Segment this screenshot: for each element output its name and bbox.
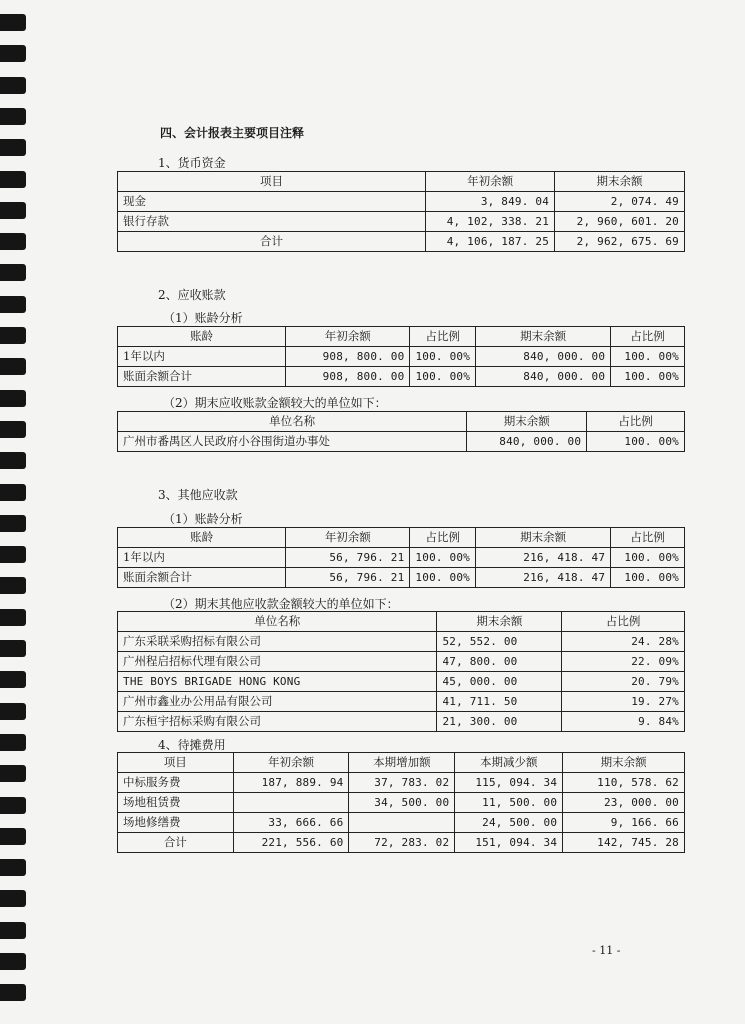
binding-ring	[0, 14, 26, 31]
table-row	[118, 712, 685, 732]
value-cell: 100. 00%	[410, 568, 476, 588]
header-cell: 本期减少额	[455, 753, 563, 773]
row-label: 场地修缮费	[118, 813, 234, 833]
value-cell: 11, 500. 00	[455, 793, 563, 813]
binding-ring	[0, 953, 26, 970]
value-cell: 4, 102, 338. 21	[426, 212, 555, 232]
table-header-row	[118, 612, 685, 632]
table-row	[118, 632, 685, 652]
value-cell: 2, 962, 675. 69	[555, 232, 685, 252]
table-row	[118, 548, 685, 568]
binding-ring	[0, 202, 26, 219]
table-header-row	[118, 753, 685, 773]
binding-ring	[0, 171, 26, 188]
other-receivables-top-table	[117, 611, 685, 732]
header-cell: 单位名称	[118, 612, 437, 632]
value-cell: 56, 796. 21	[286, 548, 410, 568]
row-label: 1年以内	[118, 347, 286, 367]
table-total-row	[118, 232, 685, 252]
other-receivables-heading: 3、其他应收款	[158, 488, 238, 502]
value-cell: 45, 000. 00	[437, 672, 562, 692]
value-cell: 840, 000. 00	[476, 367, 611, 387]
other-receivables-top-heading: （2）期末其他应收款金额较大的单位如下：	[163, 597, 399, 611]
binding-ring	[0, 515, 26, 532]
table-row	[118, 773, 685, 793]
header-cell: 占比例	[611, 327, 685, 347]
binding-ring	[0, 609, 26, 626]
value-cell: 2, 960, 601. 20	[555, 212, 685, 232]
page-number: - 11 -	[592, 944, 621, 957]
binding-ring	[0, 984, 26, 1001]
binding-ring	[0, 421, 26, 438]
value-cell: 9. 84%	[562, 712, 685, 732]
binding-ring	[0, 484, 26, 501]
value-cell: 100. 00%	[587, 432, 685, 452]
row-label: 账面余额合计	[118, 568, 286, 588]
value-cell: 115, 094. 34	[455, 773, 563, 793]
row-label: 银行存款	[118, 212, 426, 232]
row-label: 广东桓宇招标采购有限公司	[118, 712, 437, 732]
binding-ring	[0, 452, 26, 469]
value-cell: 840, 000. 00	[476, 347, 611, 367]
value-cell: 216, 418. 47	[476, 548, 611, 568]
value-cell: 187, 889. 94	[233, 773, 349, 793]
row-label: 中标服务费	[118, 773, 234, 793]
value-cell: 52, 552. 00	[437, 632, 562, 652]
binding-ring	[0, 233, 26, 250]
prepaid-table	[117, 752, 685, 853]
header-cell: 占比例	[562, 612, 685, 632]
value-cell: 100. 00%	[410, 347, 476, 367]
other-receivables-aging-table	[117, 527, 685, 588]
row-label: 场地租赁费	[118, 793, 234, 813]
value-cell: 21, 300. 00	[437, 712, 562, 732]
report-page	[40, 0, 745, 1024]
binding-ring	[0, 671, 26, 688]
row-label: 广州程启招标代理有限公司	[118, 652, 437, 672]
value-cell: 24. 28%	[562, 632, 685, 652]
row-label: 广州市鑫业办公用品有限公司	[118, 692, 437, 712]
value-cell	[349, 813, 455, 833]
value-cell: 20. 79%	[562, 672, 685, 692]
header-cell: 期末余额	[476, 528, 611, 548]
header-cell: 年初余额	[233, 753, 349, 773]
binding-ring	[0, 264, 26, 281]
binding-ring	[0, 890, 26, 907]
value-cell: 151, 094. 34	[455, 833, 563, 853]
value-cell: 908, 800. 00	[286, 367, 410, 387]
value-cell: 2, 074. 49	[555, 192, 685, 212]
binding-ring	[0, 703, 26, 720]
table-row	[118, 652, 685, 672]
header-cell: 账龄	[118, 528, 286, 548]
value-cell: 23, 000. 00	[563, 793, 685, 813]
table-row	[118, 212, 685, 232]
section-title: 四、会计报表主要项目注释	[160, 126, 305, 140]
value-cell: 840, 000. 00	[467, 432, 587, 452]
table-row	[118, 813, 685, 833]
row-label: 账面余额合计	[118, 367, 286, 387]
binding-ring	[0, 358, 26, 375]
header-cell: 期末余额	[467, 412, 587, 432]
header-cell: 账龄	[118, 327, 286, 347]
value-cell: 100. 00%	[611, 347, 685, 367]
row-label: 合计	[118, 232, 426, 252]
table-row	[118, 692, 685, 712]
value-cell: 908, 800. 00	[286, 347, 410, 367]
binding-ring	[0, 108, 26, 125]
binding-ring	[0, 139, 26, 156]
row-label: 1年以内	[118, 548, 286, 568]
header-cell: 占比例	[611, 528, 685, 548]
table-header-row	[118, 172, 685, 192]
value-cell: 19. 27%	[562, 692, 685, 712]
value-cell: 100. 00%	[611, 568, 685, 588]
header-cell: 占比例	[410, 528, 476, 548]
value-cell: 56, 796. 21	[286, 568, 410, 588]
other-receivables-aging-heading: （1）账龄分析	[163, 512, 243, 526]
binding-ring	[0, 546, 26, 563]
table-header-row	[118, 528, 685, 548]
header-cell: 项目	[118, 172, 426, 192]
table-total-row	[118, 367, 685, 387]
value-cell: 9, 166. 66	[563, 813, 685, 833]
header-cell: 期末余额	[437, 612, 562, 632]
receivables-top-table	[117, 411, 685, 452]
value-cell: 33, 666. 66	[233, 813, 349, 833]
table-row	[118, 347, 685, 367]
binding-ring	[0, 327, 26, 344]
receivables-aging-heading: （1）账龄分析	[163, 311, 243, 325]
cash-heading: 1、货币资金	[158, 156, 226, 170]
table-row	[118, 672, 685, 692]
table-total-row	[118, 833, 685, 853]
cash-table	[117, 171, 685, 252]
table-header-row	[118, 412, 685, 432]
value-cell: 4, 106, 187. 25	[426, 232, 555, 252]
table-header-row	[118, 327, 685, 347]
header-cell: 占比例	[410, 327, 476, 347]
header-cell: 年初余额	[426, 172, 555, 192]
binding-ring	[0, 577, 26, 594]
value-cell	[233, 793, 349, 813]
table-total-row	[118, 568, 685, 588]
header-cell: 本期增加额	[349, 753, 455, 773]
row-label: 合计	[118, 833, 234, 853]
value-cell: 47, 800. 00	[437, 652, 562, 672]
value-cell: 100. 00%	[611, 548, 685, 568]
table-row	[118, 192, 685, 212]
row-label: 广东采联采购招标有限公司	[118, 632, 437, 652]
header-cell: 单位名称	[118, 412, 467, 432]
value-cell: 100. 00%	[410, 367, 476, 387]
row-label: 广州市番禺区人民政府小谷围街道办事处	[118, 432, 467, 452]
value-cell: 142, 745. 28	[563, 833, 685, 853]
binding-ring	[0, 922, 26, 939]
header-cell: 占比例	[587, 412, 685, 432]
value-cell: 110, 578. 62	[563, 773, 685, 793]
header-cell: 期末余额	[563, 753, 685, 773]
prepaid-heading: 4、待摊费用	[158, 738, 226, 752]
value-cell: 37, 783. 02	[349, 773, 455, 793]
binding-ring	[0, 859, 26, 876]
binding-rings	[0, 0, 30, 1024]
row-label: 现金	[118, 192, 426, 212]
header-cell: 年初余额	[286, 528, 410, 548]
value-cell: 24, 500. 00	[455, 813, 563, 833]
value-cell: 22. 09%	[562, 652, 685, 672]
value-cell: 221, 556. 60	[233, 833, 349, 853]
binding-ring	[0, 828, 26, 845]
value-cell: 216, 418. 47	[476, 568, 611, 588]
binding-ring	[0, 45, 26, 62]
receivables-top-heading: （2）期末应收账款金额较大的单位如下：	[163, 396, 387, 410]
header-cell: 年初余额	[286, 327, 410, 347]
header-cell: 期末余额	[555, 172, 685, 192]
row-label: THE BOYS BRIGADE HONG KONG	[118, 672, 437, 692]
binding-ring	[0, 296, 26, 313]
binding-ring	[0, 734, 26, 751]
header-cell: 期末余额	[476, 327, 611, 347]
value-cell: 100. 00%	[410, 548, 476, 568]
value-cell: 34, 500. 00	[349, 793, 455, 813]
table-row	[118, 432, 685, 452]
binding-ring	[0, 765, 26, 782]
table-row	[118, 793, 685, 813]
value-cell: 100. 00%	[611, 367, 685, 387]
value-cell: 3, 849. 04	[426, 192, 555, 212]
receivables-aging-table	[117, 326, 685, 387]
binding-ring	[0, 797, 26, 814]
value-cell: 41, 711. 50	[437, 692, 562, 712]
binding-ring	[0, 390, 26, 407]
binding-ring	[0, 640, 26, 657]
receivables-heading: 2、应收账款	[158, 288, 226, 302]
header-cell: 项目	[118, 753, 234, 773]
binding-ring	[0, 77, 26, 94]
value-cell: 72, 283. 02	[349, 833, 455, 853]
